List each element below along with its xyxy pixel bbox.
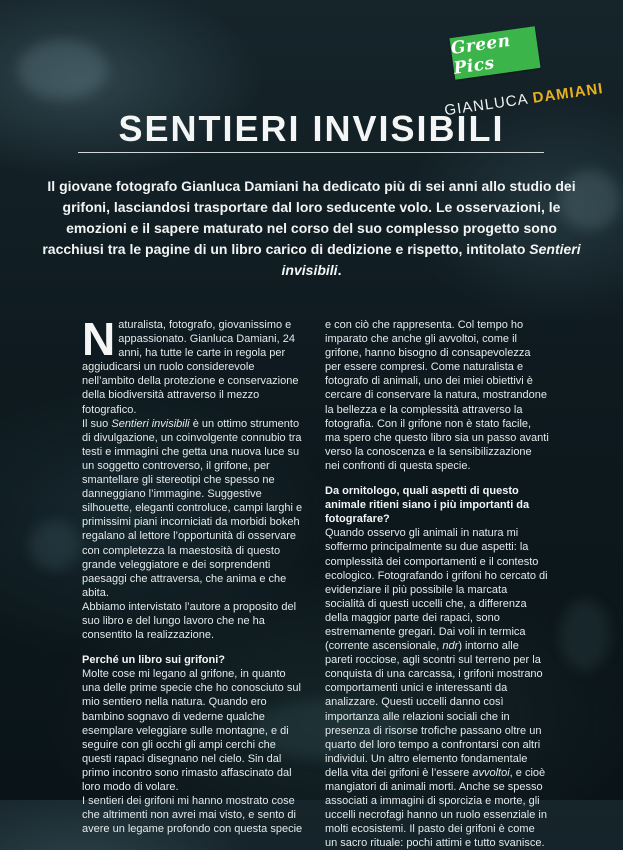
paragraph-text: ) intorno alle pareti rocciose, agli scontri sul terreno per la conquista di una carcassa, i grifoni mostrano comportamenti unici e interessanti da analizzare. Questi uccelli danno così importanza alle relazioni sociali che in presenza di risorse trofiche passano oltre un quarto del loro tempo a confrontarsi con altri individui. Un altro elemento fondamentale della vita dei grifoni è l’essere — [325, 640, 543, 779]
author-first-name: GIANLUCA — [443, 90, 529, 120]
paragraph-text: è un ottimo strumento di divulgazione, un coinvolgente connubio tra testi e immagini che getta una nuova luce su un soggetto controverso, il grifone, per smantellare gli stereotipi che spesso ne danneggiano l’immagine. Suggestive silhouette, eleganti controluce, campi larghi e primissimi piani incorniciati da morbidi bokeh regalano al lettore l’opportunità di osservare con completezza la maestosità di questo grande veleggiatore e dei sorprendenti paesaggi che attraversa, che anima e che abita. — [82, 417, 303, 599]
question-heading: Da ornitologo, quali aspetti di questo animale ritieni siano i più importanti da fotografare? — [325, 485, 530, 526]
paragraph-text: , e cioè mangiatori di animali morti. Anche se spesso associati a immagini di sporcizia e morte, gli uccelli necrofagi hanno un ruolo essenziale in molti ecosistemi. Il pasto dei grifoni è come un sacro rituale: pochi attimi e tutto svanisce. — [325, 766, 547, 850]
intro-end: . — [337, 262, 342, 278]
logo-text: Green Pics — [449, 30, 512, 79]
paragraph-text: Il suo — [82, 417, 109, 430]
author-last-name: DAMIANI — [531, 80, 605, 107]
spacer — [82, 642, 306, 653]
paragraph — [82, 313, 306, 417]
paragraph — [325, 526, 549, 850]
title-divider — [78, 152, 544, 153]
left-column — [82, 313, 306, 836]
book-title: Sentieri invisibili — [111, 417, 190, 430]
bokeh-light — [30, 520, 80, 570]
paragraph-text: aturalista, fotografo, giovanissimo e appassionato. Gianluca Damiani, 24 anni, ha tutte le carte in regola per aggiudicarsi un ruolo considerevole nell’ambito della protezione e conservazione della biodiversità attraverso il mezzo fotografico. — [82, 319, 299, 416]
paragraph: Molte cose mi legano al grifone, in quanto una delle prime specie che ho conosciuto sul mio sentiero nella natura. Quando ero bambino sognavo di vederne qualche esemplare veleggiare sulle montagne, e di seguire con gli occhi gli ampi cerchi che questi rapaci disegnano nel cielo. Sin dal primo incontro sono rimasto affascinato dal loro modo di volare. — [82, 668, 301, 793]
intro-book-title: Sentieri invisibili — [281, 241, 581, 278]
paragraph — [82, 417, 306, 600]
paragraph-text: Quando osservo gli animali in natura mi soffermo principalmente su due aspetti: la complessità dei comportamenti e il contesto ecologico. Fotografando i grifoni ho cercato di evidenziare il più possibile la marcata socialità di questi uccelli che, a differenza della maggior parte dei rapaci, sono estremamente gregari. Dai voli in termica (corrente ascensionale, — [325, 527, 548, 653]
article-title: SENTIERI INVISIBILI — [118, 108, 505, 149]
paragraph: I sentieri dei grifoni mi hanno mostrato cose che altrimenti non avrei mai visto, e sento di avere un legame profondo con questa specie — [82, 795, 303, 836]
drop-cap: N — [82, 313, 116, 365]
article-intro — [40, 176, 583, 281]
bokeh-light — [560, 600, 610, 670]
right-column — [325, 318, 549, 850]
spacer — [325, 473, 549, 484]
paragraph: e con ciò che rappresenta. Col tempo ho imparato che anche gli avvoltoi, come il grifone, hanno bisogno di consapevolezza per essere compresi. Come naturalista e fotografo di animali, uno dei miei obiettivi è cercare di conservare la natura, mostrandone la bellezza e la complessità attraverso la fotografia. Con il grifone non è stato facile, ma spero che questo libro sia un passo avanti verso la conoscenza e la sensibilizzazione nei confronti di questa specie. — [325, 319, 549, 472]
editor-note: ndr — [442, 640, 459, 653]
question-heading: Perché un libro sui grifoni? — [82, 654, 226, 667]
bokeh-light — [18, 40, 108, 100]
paragraph: Abbiamo intervistato l’autore a proposito del suo libro e del lungo lavoro che ne ha consentito la realizzazione. — [82, 600, 297, 642]
intro-text: Il giovane fotografo Gianluca Damiani ha dedicato più di sei anni allo studio dei grifoni, lasciandosi trasportare dal loro seducente volo. Le osservazioni, le emozioni e il sapere maturato nel corso del suo complesso progetto sono racchiusi tra le pagine di un libro carico di dedizione e rispetto, intitolato — [42, 178, 576, 257]
green-pics-logo — [449, 26, 540, 80]
emphasis-word: avvoltoi — [472, 766, 510, 779]
